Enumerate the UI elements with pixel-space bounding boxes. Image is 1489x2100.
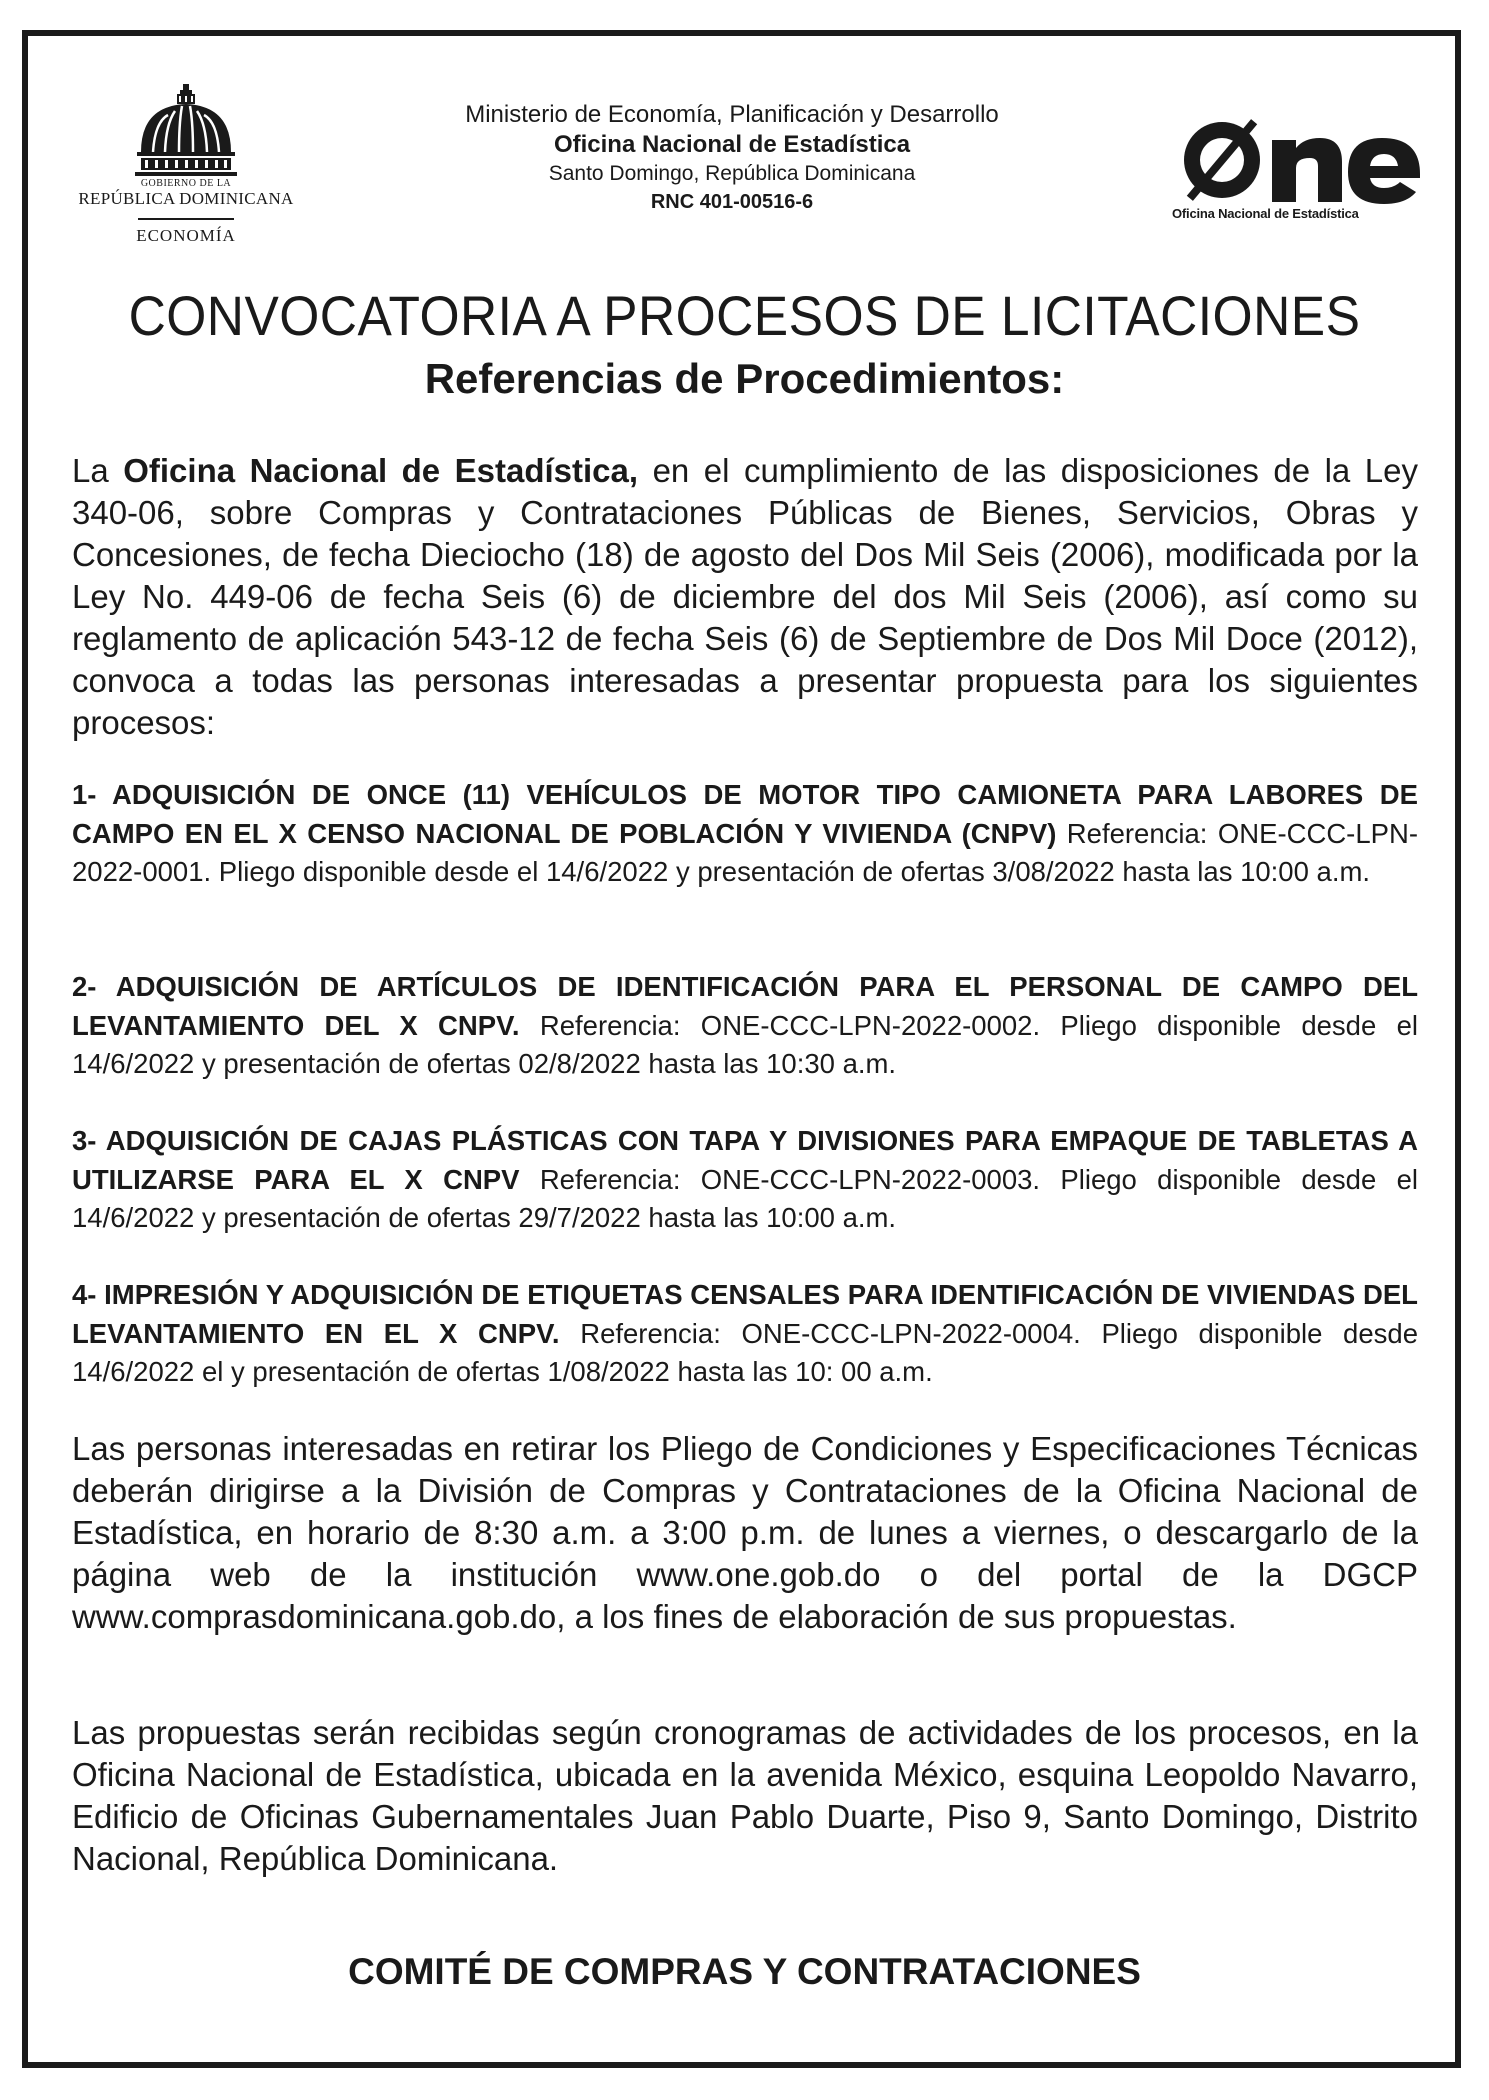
ministry-name: Ministerio de Economía, Planificación y Desarrollo bbox=[465, 101, 999, 128]
intro-lead: La bbox=[72, 452, 124, 489]
process-title: 4- IMPRESIÓN Y ADQUISICIÓN DE ETIQUETAS CENSALES PARA IDENTIFICACIÓN DE VIVIENDAS DEL LEVANTAMIENTO EN EL X CNPV. bbox=[72, 1279, 1418, 1349]
intro-bold: Oficina Nacional de Estadística, bbox=[123, 452, 639, 489]
one-wordmark-icon bbox=[1172, 112, 1422, 207]
intro-text: en el cumplimiento de las disposiciones de la Ley 340-06, sobre Compras y Contrataciones Públicas de Bienes, Servicios, Obras y Concesiones, de fecha Dieciocho (18) de agosto del Dos Mil Seis (2006), modificada por la Ley No. 449-06 de fecha Seis (6) de diciembre del dos Mil Seis (2006), así como su reglamento de aplicación 543-12 de fecha Seis (6) de Septiembre de Dos Mil Doce (2012), convoca a todas las personas interesadas a presentar propuesta para los siguientes procesos: bbox=[72, 452, 1418, 741]
gov-logo-line2: REPÚBLICA DOMINICANA bbox=[78, 189, 294, 208]
process-detail: Referencia: ONE-CCC-LPN-2022-0003. Pliego disponible desde el 14/6/2022 y presentación de ofertas 29/7/2022 hasta las 10:00 a.m. bbox=[72, 1163, 1418, 1233]
process-item bbox=[72, 776, 1418, 892]
process-item bbox=[72, 1276, 1418, 1392]
capitol-dome-icon bbox=[131, 82, 241, 178]
pickup-paragraph: Las personas interesadas en retirar los Pliego de Condiciones y Especificaciones Técnicas deberán dirigirse a la División de Compras y Contrataciones de la Oficina Nacional de Estadística, en horario de 8:30 a.m. a 3:00 p.m. de lunes a viernes, o descargarlo de la página web de la institución www.one.gob.do o del portal de la DGCP www.comprasdominicana.gob.do, a los fines de elaboración de sus propuestas. bbox=[72, 1430, 1418, 1635]
process-detail: Referencia: ONE-CCC-LPN-2022-0004. Pliego disponible desde 14/6/2022 el y presentación de ofertas 1/08/2022 hasta las 10: 00 a.m. bbox=[72, 1317, 1418, 1387]
office-rnc: RNC 401-00516-6 bbox=[650, 191, 814, 213]
page-subtitle: Referencias de Procedimientos: bbox=[424, 355, 1065, 402]
process-detail: Referencia: ONE-CCC-LPN-2022-0002. Pliego disponible desde el 14/6/2022 y presentación de ofertas 02/8/2022 hasta las 10:30 a.m. bbox=[72, 1009, 1418, 1079]
office-name: Oficina Nacional de Estadística bbox=[553, 131, 911, 158]
office-location: Santo Domingo, República Dominicana bbox=[548, 162, 916, 185]
gov-logo-line3: ECONOMÍA bbox=[136, 226, 236, 245]
process-detail: Referencia: ONE-CCC-LPN-2022-0001. Pliego disponible desde el 14/6/2022 y presentación de ofertas 3/08/2022 hasta las 10:00 a.m. bbox=[72, 817, 1418, 887]
process-item bbox=[72, 968, 1418, 1084]
process-item bbox=[72, 1122, 1418, 1238]
committee-signature: COMITÉ DE COMPRAS Y CONTRATACIONES bbox=[348, 1951, 1141, 1992]
org-header bbox=[352, 100, 1112, 216]
receive-paragraph: Las propuestas serán recibidas según cronogramas de actividades de los procesos, en la Oficina Nacional de Estadística, ubicada en la avenida México, esquina Leopoldo Navarro, Edificio de Oficinas Gubernamentales Juan Pablo Duarte, Piso 9, Santo Domingo, Distrito Nacional, República Dominicana. bbox=[72, 1714, 1418, 1877]
intro-paragraph bbox=[72, 450, 1418, 744]
one-logo-subtitle: Oficina Nacional de Estadística bbox=[1172, 206, 1359, 221]
gov-logo-line1: GOBIERNO DE LA bbox=[140, 178, 232, 189]
gobierno-logo bbox=[70, 82, 302, 262]
process-title: 2- ADQUISICIÓN DE ARTÍCULOS DE IDENTIFICACIÓN PARA EL PERSONAL DE CAMPO DEL LEVANTAMIENTO DEL X CNPV. bbox=[72, 971, 1418, 1041]
gov-logo-divider bbox=[138, 218, 234, 220]
process-title: 3- ADQUISICIÓN DE CAJAS PLÁSTICAS CON TAPA Y DIVISIONES PARA EMPAQUE DE TABLETAS A UTILIZARSE PARA EL X CNPV bbox=[72, 1125, 1418, 1195]
one-logo bbox=[1172, 112, 1422, 227]
page-title: CONVOCATORIA A PROCESOS DE LICITACIONES bbox=[128, 284, 1361, 347]
process-title: 1- ADQUISICIÓN DE ONCE (11) VEHÍCULOS DE MOTOR TIPO CAMIONETA PARA LABORES DE CAMPO EN EL X CENSO NACIONAL DE POBLACIÓN Y VIVIENDA (CNPV) bbox=[72, 779, 1418, 849]
